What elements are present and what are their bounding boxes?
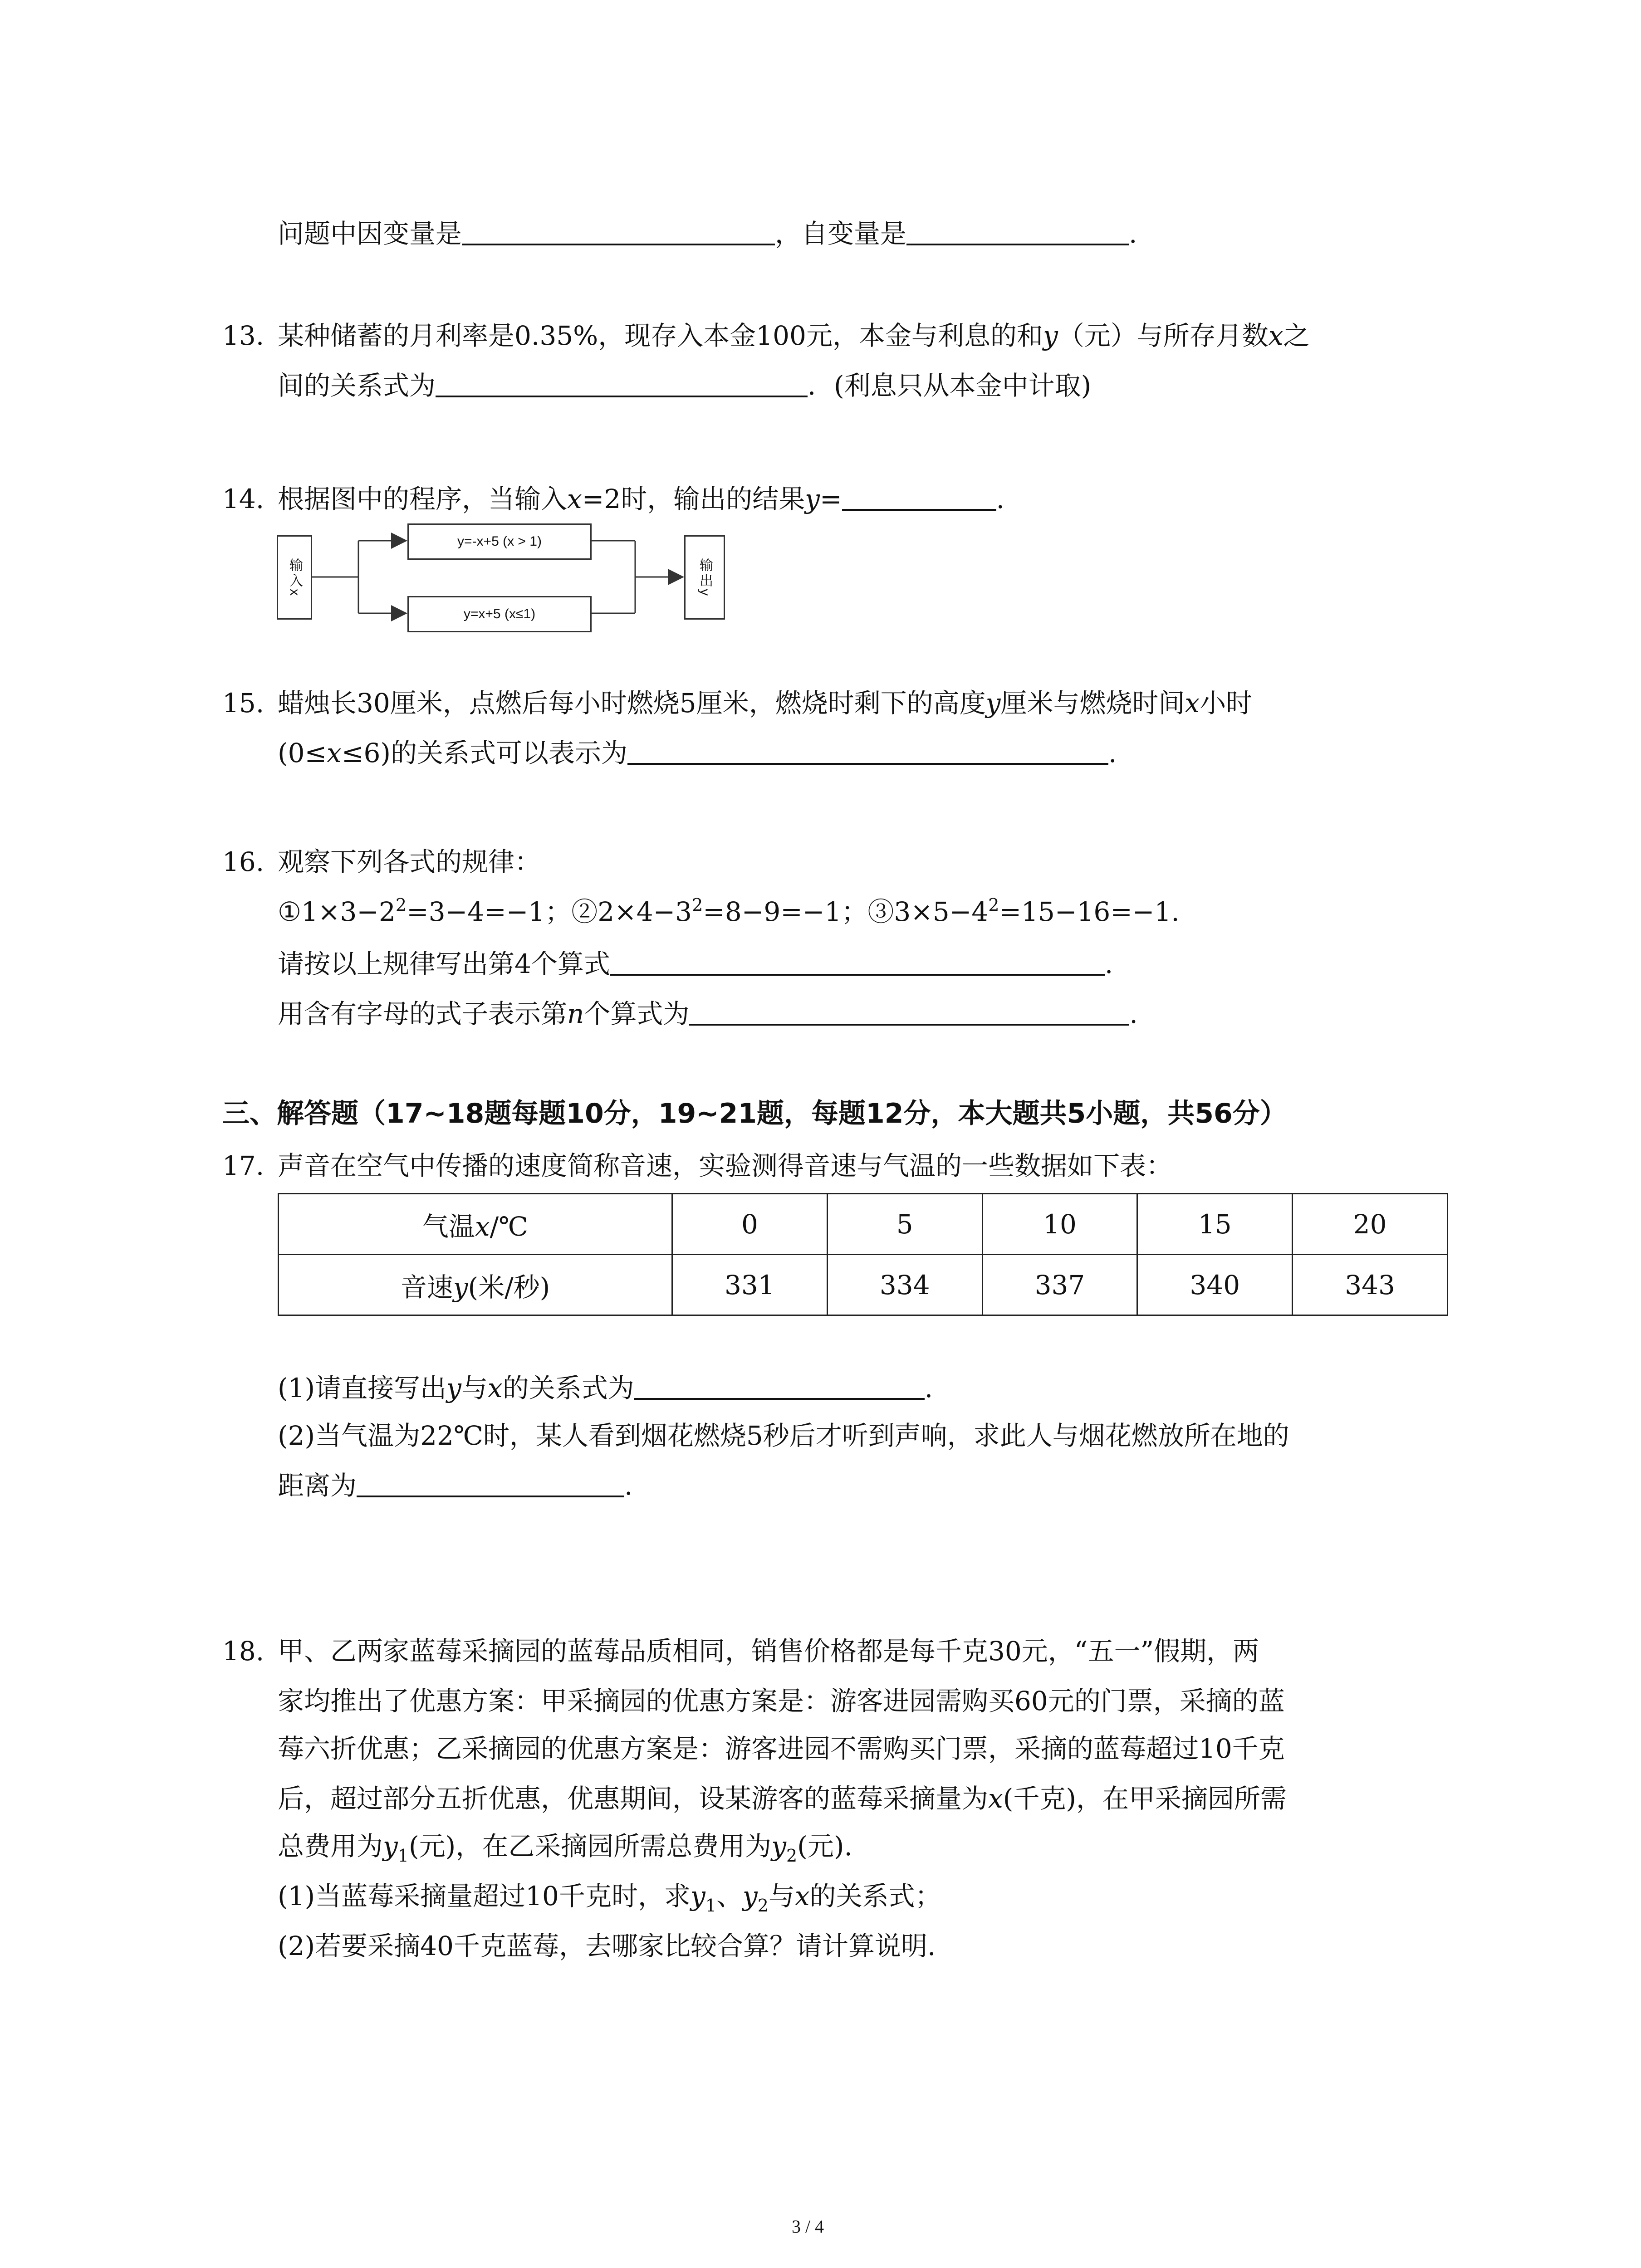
q15-var-y: y [985, 688, 1001, 719]
q16-end: . [1129, 998, 1138, 1029]
q12-blank-independent[interactable] [906, 216, 1129, 245]
q17-intro [222, 1148, 1172, 1184]
q15-line1 [222, 685, 1252, 721]
q12-text: ，自变量是 [775, 218, 907, 249]
q18-subscript: 2 [786, 1846, 798, 1866]
table-cell: 20 [1293, 1194, 1448, 1255]
flow-top-box: y=-x+5 (x > 1) [407, 523, 592, 560]
q17-text: (2)当气温为22℃时，某人看到烟花燃烧5秒后才听到声响，求此人与烟花燃放所在地的 [278, 1420, 1289, 1451]
q16-exponent: 2 [395, 895, 407, 915]
section-3-title: 三、解答题（17~18题每题10分，19~21题，每题12分，本大题共5小题，共56分） [222, 1098, 1287, 1129]
q12-line [278, 215, 1137, 252]
q16-text: 用含有字母的式子表示第 [278, 998, 568, 1029]
q17-text: 声音在空气中传播的速度简称音速，实验测得音速与气温的一些数据如下表： [278, 1150, 1173, 1181]
table-cell: 10 [982, 1194, 1137, 1255]
q16-text: 观察下列各式的规律： [278, 846, 541, 877]
q14-var-y: y [805, 484, 820, 514]
q13-number: 13. [222, 320, 265, 351]
table-row-temperature [279, 1194, 1448, 1255]
q15-text: ≤6)的关系式可以表示为 [341, 738, 627, 768]
q16-blank-nth[interactable] [689, 997, 1129, 1026]
q17-blank-relation[interactable] [634, 1371, 925, 1400]
q18-text: 后，超过部分五折优惠，优惠期间，设某游客的蓝莓采摘量为 [278, 1783, 989, 1814]
label-text: (米/秒) [468, 1271, 550, 1303]
q13-text: 间的关系式为 [278, 370, 436, 401]
q16-line4 [278, 996, 1138, 1032]
q16-number: 16. [222, 846, 265, 877]
q17-text: 的关系式为 [502, 1373, 634, 1403]
q17-blank-distance[interactable] [357, 1468, 624, 1497]
q18-part2: (2)若要采摘40千克蓝莓，去哪家比较合算？请计算说明. [278, 1931, 936, 1961]
q14-number: 14. [222, 484, 265, 514]
q16-formula: =15−16=−1. [999, 896, 1180, 927]
q12-blank-dependent[interactable] [462, 216, 775, 245]
q15-text: (0≤ [278, 738, 327, 768]
q16-line2 [278, 894, 1180, 930]
q17-table [278, 1193, 1448, 1316]
q16-exponent: 2 [988, 895, 999, 915]
q17-part1 [278, 1370, 933, 1406]
q17-text: 距离为 [278, 1470, 357, 1501]
flow-output-box: 输出y [684, 535, 725, 620]
q17-end: . [624, 1470, 633, 1501]
q12-end: . [1129, 218, 1137, 249]
q15-line2 [278, 735, 1117, 771]
q13-text: 某种储蓄的月利率是0.35%，现存入本金100元，本金与利息的和 [278, 320, 1043, 351]
q16-text: 请按以上规律写出第4个算式 [278, 948, 610, 979]
q13-var-y: y [1043, 320, 1058, 351]
label-var: x [475, 1211, 490, 1242]
q14-text: =2时，输出的结果 [582, 484, 805, 514]
q18-subscript: 2 [757, 1896, 769, 1916]
q16-exponent: 2 [692, 895, 703, 915]
table-cell: 331 [672, 1255, 828, 1315]
q18-text: 总费用为 [278, 1831, 383, 1862]
q18-text: 与 [768, 1881, 795, 1911]
q13-text: ．(利息只从本金中计取) [808, 370, 1092, 401]
table-cell: 343 [1293, 1255, 1448, 1315]
q16-formula: =3−4=−1；②2×4−3 [407, 896, 692, 927]
q13-line2 [278, 367, 1091, 404]
q16-formula: ①1×3−2 [278, 896, 396, 927]
q13-line1 [222, 318, 1310, 354]
q18-var-y: y [771, 1831, 787, 1862]
q14-var-x: x [567, 484, 582, 514]
q16-var-n: n [567, 998, 584, 1029]
q18-line3: 莓六折优惠；乙采摘园的优惠方案是：游客进园不需购买门票，采摘的蓝莓超过10千克 [278, 1733, 1285, 1764]
table-cell: 337 [982, 1255, 1137, 1315]
q18-text: 的关系式； [809, 1881, 941, 1911]
q18-subscript: 1 [705, 1896, 716, 1916]
q16-end: . [1104, 948, 1113, 979]
q17-var-y: y [446, 1373, 461, 1403]
q17-end: . [924, 1373, 933, 1403]
q14-end: . [996, 484, 1005, 514]
table-header-speed [279, 1255, 672, 1315]
label-text: /℃ [490, 1211, 529, 1242]
table-cell: 5 [827, 1194, 982, 1255]
table-row-speed [279, 1255, 1448, 1315]
q18-text: (元). [797, 1831, 852, 1862]
table-cell: 340 [1137, 1255, 1293, 1315]
q17-var-x: x [487, 1373, 503, 1403]
q18-text: (1)当蓝莓采摘量超过10千克时，求 [278, 1881, 691, 1911]
page-number: 3 / 4 [792, 2216, 824, 2237]
q14-blank[interactable] [842, 482, 996, 511]
table-cell: 0 [672, 1194, 828, 1255]
q17-number: 17. [222, 1150, 265, 1181]
q15-end: . [1108, 738, 1117, 768]
q13-text: 之 [1283, 320, 1310, 351]
q16-line1 [222, 844, 541, 880]
q16-blank-4th[interactable] [610, 947, 1105, 976]
q13-var-x: x [1268, 320, 1283, 351]
q18-text: (千克)，在甲采摘园所需 [1003, 1783, 1287, 1814]
table-cell: 15 [1137, 1194, 1293, 1255]
q15-number: 15. [222, 688, 265, 719]
q18-var-y: y [742, 1881, 758, 1911]
q14-line [222, 481, 1004, 517]
q17-part2-line2 [278, 1467, 632, 1504]
q18-text: 、 [716, 1881, 743, 1911]
q18-var-y: y [690, 1881, 705, 1911]
q15-blank[interactable] [627, 736, 1108, 765]
q18-part1 [278, 1878, 941, 1914]
q18-var-x: x [794, 1881, 810, 1911]
q18-line2: 家均推出了优惠方案：甲采摘园的优惠方案是：游客进园需购买60元的门票，采摘的蓝 [278, 1686, 1285, 1716]
q16-formula: =8−9=−1；③3×5−4 [703, 896, 989, 927]
q16-text: 个算式为 [584, 998, 690, 1029]
q18-var-x: x [988, 1783, 1003, 1814]
q14-text: = [820, 484, 842, 514]
q17-text: 与 [461, 1373, 488, 1403]
q15-var-x: x [327, 738, 342, 768]
flow-input-box: 输入x [277, 535, 312, 620]
q13-blank[interactable] [436, 368, 808, 397]
q12-text: 问题中因变量是 [278, 218, 462, 249]
table-cell: 334 [827, 1255, 982, 1315]
q18-number: 18. [222, 1636, 265, 1667]
q18-line5 [278, 1828, 852, 1864]
q15-text: 小时 [1200, 688, 1253, 719]
q16-line3 [278, 946, 1113, 982]
q15-var-x: x [1185, 688, 1200, 719]
q18-var-y: y [383, 1831, 398, 1862]
q18-subscript: 1 [397, 1846, 409, 1866]
label-var: y [453, 1271, 468, 1303]
label-text: 气温 [422, 1211, 475, 1242]
q15-text: 厘米与燃烧时间 [1000, 688, 1185, 719]
q18-text: 甲、乙两家蓝莓采摘园的蓝莓品质相同，销售价格都是每千克30元，“五一”假期，两 [278, 1636, 1259, 1667]
q13-text: （元）与所存月数 [1058, 320, 1269, 351]
label-text: 音速 [400, 1271, 453, 1303]
q18-line4 [278, 1780, 1287, 1817]
q18-text: (元)，在乙采摘园所需总费用为 [408, 1831, 772, 1862]
q15-text: 蜡烛长30厘米，点燃后每小时燃烧5厘米，燃烧时剩下的高度 [278, 688, 986, 719]
q14-flowchart [272, 517, 749, 635]
q17-text: (1)请直接写出 [278, 1373, 447, 1403]
flow-bottom-box: y=x+5 (x≤1) [407, 596, 592, 632]
q17-part2 [278, 1418, 1289, 1454]
q14-text: 根据图中的程序，当输入 [278, 484, 568, 514]
table-header-temperature [279, 1194, 672, 1255]
q18-line1 [222, 1633, 1259, 1669]
